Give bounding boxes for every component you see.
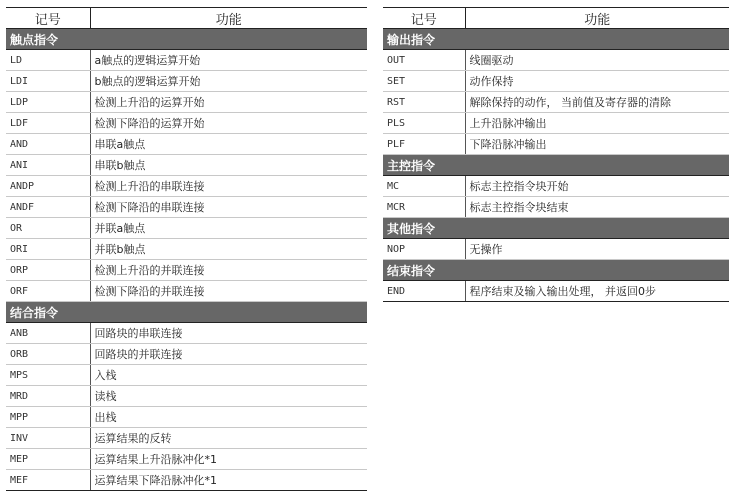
instruction-symbol: ORP	[6, 260, 90, 281]
instruction-symbol: MEP	[6, 449, 90, 470]
instruction-symbol: OUT	[383, 50, 465, 71]
table-row	[6, 428, 367, 449]
table-row	[6, 239, 367, 260]
instruction-symbol: MEF	[6, 470, 90, 491]
instruction-function: 串联b触点	[90, 155, 367, 176]
category-row	[383, 155, 729, 176]
category-row	[6, 29, 367, 50]
instruction-function: 回路块的串联连接	[90, 323, 367, 344]
table-row	[383, 281, 729, 302]
table-row	[383, 134, 729, 155]
table-row	[6, 92, 367, 113]
instruction-symbol: LDF	[6, 113, 90, 134]
category-label: 输出指令	[383, 29, 729, 50]
instruction-symbol: ORF	[6, 281, 90, 302]
table-row	[6, 407, 367, 428]
instruction-symbol: LD	[6, 50, 90, 71]
category-row	[6, 302, 367, 323]
table-row	[383, 176, 729, 197]
instruction-function: b触点的逻辑运算开始	[90, 71, 367, 92]
table-row	[6, 470, 367, 491]
instruction-symbol: ANDP	[6, 176, 90, 197]
instruction-function: 标志主控指令块开始	[465, 176, 729, 197]
instruction-function: 运算结果的反转	[90, 428, 367, 449]
instruction-function: 线圈驱动	[465, 50, 729, 71]
instruction-symbol: RST	[383, 92, 465, 113]
table-row	[383, 113, 729, 134]
table-row	[6, 386, 367, 407]
instruction-symbol: MCR	[383, 197, 465, 218]
instruction-symbol: MPS	[6, 365, 90, 386]
instruction-symbol: MRD	[6, 386, 90, 407]
header-function: 功能	[90, 8, 367, 29]
instruction-symbol: ORB	[6, 344, 90, 365]
header-symbol: 记号	[383, 8, 465, 29]
instruction-symbol: MPP	[6, 407, 90, 428]
instruction-function: 读栈	[90, 386, 367, 407]
instruction-symbol: SET	[383, 71, 465, 92]
instruction-function: 解除保持的动作， 当前值及寄存器的清除	[465, 92, 729, 113]
instruction-symbol: ANI	[6, 155, 90, 176]
table-row	[383, 71, 729, 92]
instruction-symbol: OR	[6, 218, 90, 239]
table-row	[383, 239, 729, 260]
category-row	[383, 218, 729, 239]
instruction-function: a触点的逻辑运算开始	[90, 50, 367, 71]
instruction-symbol: LDI	[6, 71, 90, 92]
table-row	[6, 218, 367, 239]
instruction-symbol: PLF	[383, 134, 465, 155]
table-row	[383, 50, 729, 71]
instruction-function: 标志主控指令块结束	[465, 197, 729, 218]
category-row	[383, 29, 729, 50]
instruction-symbol: ORI	[6, 239, 90, 260]
table-row	[6, 344, 367, 365]
instruction-function: 串联a触点	[90, 134, 367, 155]
table-header-row	[383, 8, 729, 29]
instruction-function: 上升沿脉冲输出	[465, 113, 729, 134]
instruction-function: 出栈	[90, 407, 367, 428]
instruction-table-right	[383, 7, 729, 302]
instruction-symbol: PLS	[383, 113, 465, 134]
category-label: 其他指令	[383, 218, 729, 239]
table-row	[6, 176, 367, 197]
instruction-function: 回路块的并联连接	[90, 344, 367, 365]
instruction-function: 无操作	[465, 239, 729, 260]
instruction-function: 检测下降沿的运算开始	[90, 113, 367, 134]
instruction-symbol: END	[383, 281, 465, 302]
table-row	[383, 197, 729, 218]
instruction-function: 运算结果下降沿脉冲化*1	[90, 470, 367, 491]
instruction-symbol: NOP	[383, 239, 465, 260]
table-row	[6, 365, 367, 386]
instruction-function: 入栈	[90, 365, 367, 386]
instruction-function: 程序结束及输入输出处理， 并返回0步	[465, 281, 729, 302]
instruction-function: 动作保持	[465, 71, 729, 92]
instruction-function: 并联a触点	[90, 218, 367, 239]
category-label: 触点指令	[6, 29, 367, 50]
instruction-function: 检测上升沿的串联连接	[90, 176, 367, 197]
table-header-row	[6, 8, 367, 29]
category-label: 结束指令	[383, 260, 729, 281]
instruction-function: 检测上升沿的并联连接	[90, 260, 367, 281]
table-row	[6, 113, 367, 134]
instruction-function: 并联b触点	[90, 239, 367, 260]
table-row	[6, 197, 367, 218]
instruction-function: 运算结果上升沿脉冲化*1	[90, 449, 367, 470]
table-row	[6, 71, 367, 92]
instruction-symbol: LDP	[6, 92, 90, 113]
instruction-symbol: AND	[6, 134, 90, 155]
instruction-function: 检测下降沿的串联连接	[90, 197, 367, 218]
instruction-function: 下降沿脉冲输出	[465, 134, 729, 155]
table-row	[6, 323, 367, 344]
table-row	[6, 155, 367, 176]
instruction-function: 检测上升沿的运算开始	[90, 92, 367, 113]
instruction-symbol: INV	[6, 428, 90, 449]
header-function: 功能	[465, 8, 729, 29]
category-row	[383, 260, 729, 281]
table-row	[383, 92, 729, 113]
category-label: 结合指令	[6, 302, 367, 323]
instruction-symbol: ANDF	[6, 197, 90, 218]
header-symbol: 记号	[6, 8, 90, 29]
instruction-function: 检测下降沿的并联连接	[90, 281, 367, 302]
instruction-symbol: MC	[383, 176, 465, 197]
table-row	[6, 134, 367, 155]
table-row	[6, 260, 367, 281]
table-row	[6, 449, 367, 470]
instruction-symbol: ANB	[6, 323, 90, 344]
table-row	[6, 281, 367, 302]
category-label: 主控指令	[383, 155, 729, 176]
table-row	[6, 50, 367, 71]
instruction-table-left	[6, 7, 367, 491]
